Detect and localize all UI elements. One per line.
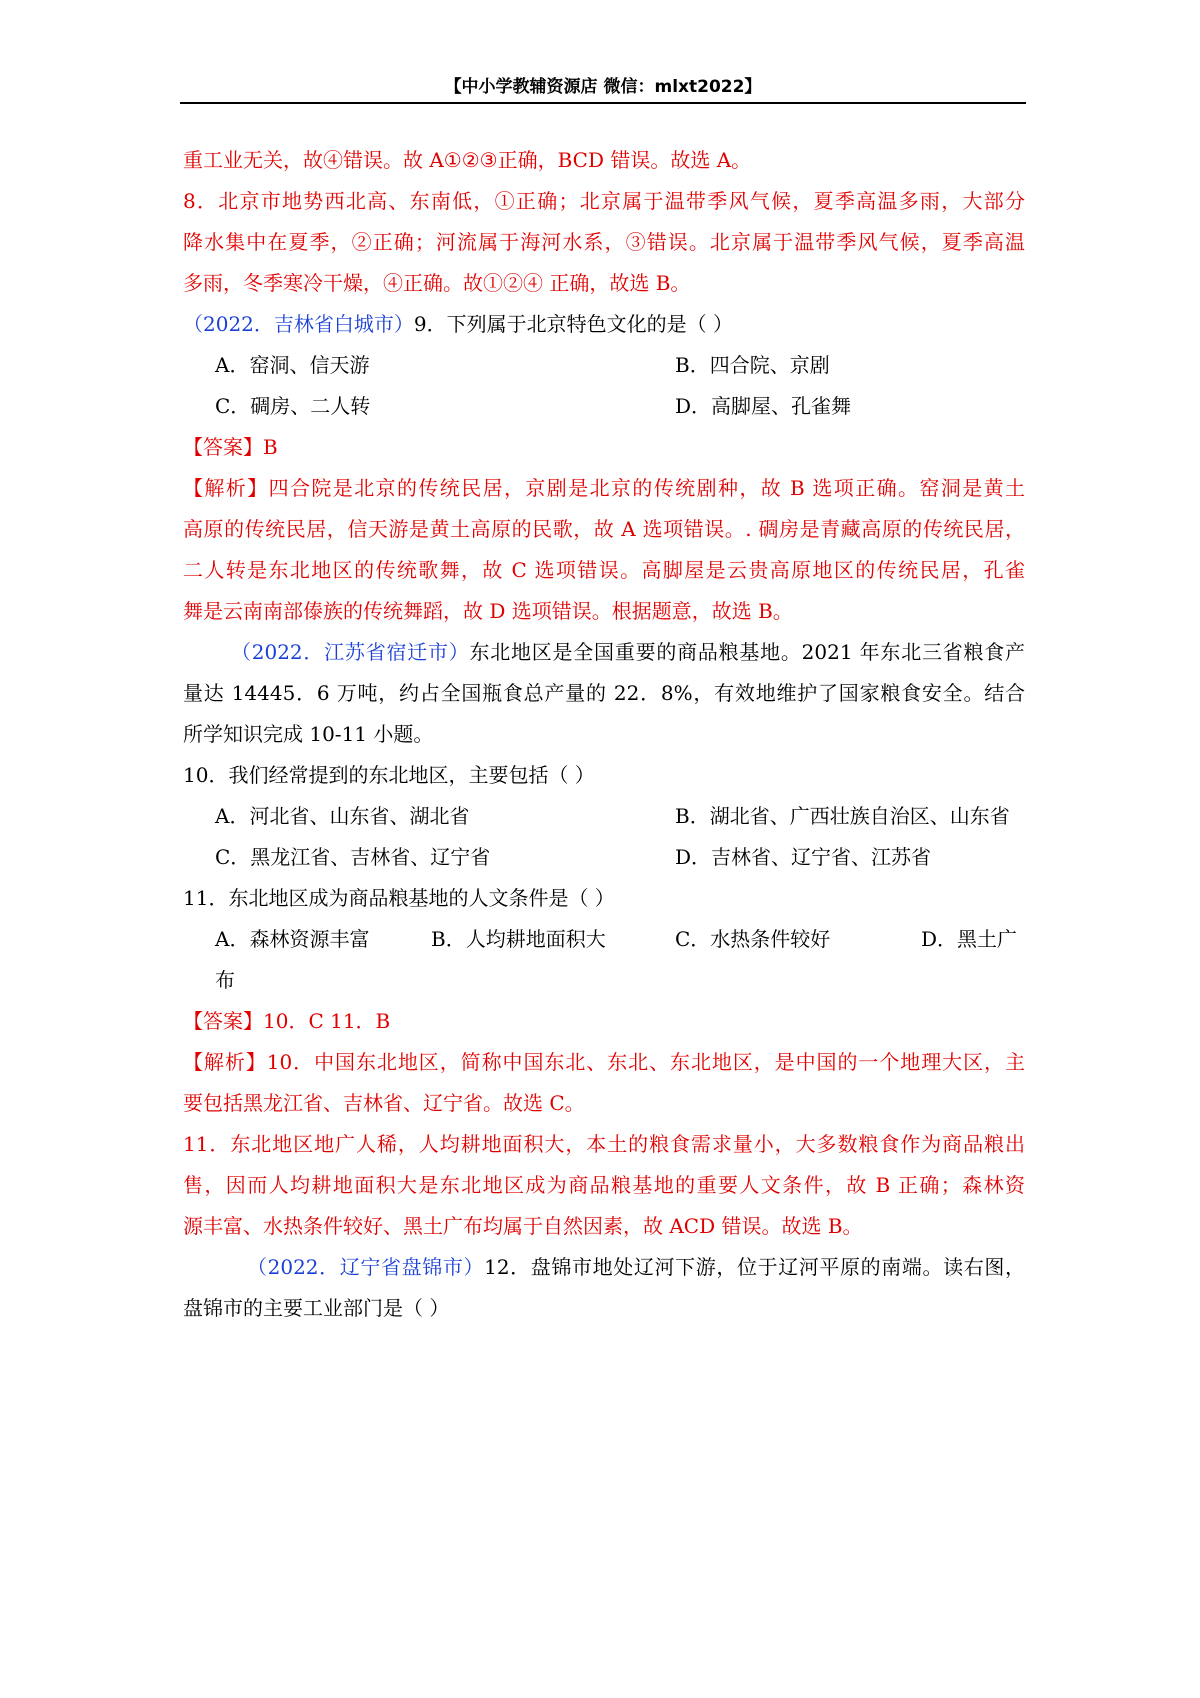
q9-analysis-line: 舞是云南南部傣族的传统舞蹈，故 D 选项错误。根据题意，故选 B。: [183, 599, 793, 623]
q9-option-c: C．碉房、二人转: [215, 394, 371, 418]
q11-stem: 11．东北地区成为商品粮基地的人文条件是（ ）: [183, 886, 615, 910]
q10-analysis-line: 要包括黑龙江省、吉林省、辽宁省。故选 C。: [183, 1091, 585, 1115]
q10-option-b: B．湖北省、广西壮族自治区、山东省: [675, 804, 1010, 828]
q11-option-a: A．森林资源丰富: [215, 927, 370, 951]
q9-options-row: [183, 345, 1025, 386]
q10-analysis-line: 【解析】10．中国东北地区，简称中国东北、东北、东北地区，是中国的一个地理大区，主: [183, 1050, 1025, 1074]
q10-options-row: [183, 796, 1025, 837]
q9-question: [183, 304, 1025, 345]
q10-stem: 10．我们经常提到的东北地区，主要包括（ ）: [183, 763, 595, 787]
q10-11-intro-line: 所学知识完成 10-11 小题。: [183, 722, 434, 746]
q8-analysis-line: 多雨，冬季寒冷干燥，④正确。故①②④ 正确，故选 B。: [183, 271, 691, 295]
q9-analysis-line: 二人转是东北地区的传统歌舞，故 C 选项错误。高脚屋是云贵高原地区的传统民居，孔雀: [183, 558, 1025, 582]
q10-options-row: [183, 837, 1025, 878]
q9-option-a: A．窑洞、信天游: [215, 353, 370, 377]
q12-stem-text: 12．盘锦市地处辽河下游，位于辽河平原的南端。读右图，: [484, 1255, 1026, 1279]
document-body: [183, 140, 1025, 1329]
q9-option-b: B．四合院、京剧: [675, 353, 830, 377]
q9-option-d: D．高脚屋、孔雀舞: [675, 394, 852, 418]
q11-option-d-continuation: 布: [215, 968, 235, 992]
q10-11-source: （2022．江苏省宿迁市）: [231, 640, 470, 664]
page-header: [180, 62, 1026, 104]
q9-answer: 【答案】B: [183, 435, 278, 459]
q11-analysis-line: 11．东北地区地广人稀，人均耕地面积大，本土的粮食需求量小，大多数粮食作为商品粮出: [183, 1132, 1025, 1156]
q11-option-d: D．黑土广: [921, 927, 1018, 951]
q11-analysis-line: 源丰富、水热条件较好、黑土广布均属于自然因素，故 ACD 错误。故选 B。: [183, 1214, 863, 1238]
q9-options-row: [183, 386, 1025, 427]
q11-options-row: [183, 919, 1025, 960]
q9-stem: 9．下列属于北京特色文化的是（ ）: [413, 312, 733, 336]
q7-analysis-tail: 重工业无关，故④错误。故 A①②③正确，BCD 错误。故选 A。: [183, 148, 752, 172]
q11-analysis-line: 售，因而人均耕地面积大是东北地区成为商品粮基地的重要人文条件，故 B 正确；森林资: [183, 1173, 1025, 1197]
q8-analysis-line: 降水集中在夏季，②正确；河流属于海河水系，③错误。北京属于温带季风气候，夏季高温: [183, 230, 1025, 254]
q9-analysis-line: 【解析】四合院是北京的传统民居，京剧是北京的传统剧种，故 B 选项正确。窑洞是黄土: [183, 476, 1025, 500]
q10-option-c: C．黑龙江省、吉林省、辽宁省: [215, 845, 491, 869]
q10-option-a: A．河北省、山东省、湖北省: [215, 804, 470, 828]
q10-11-intro-text: 东北地区是全国重要的商品粮基地。2021 年东北三省粮食产: [469, 640, 1025, 664]
q12-question-line: [183, 1247, 1025, 1288]
q10-11-intro-line: 量达 14445．6 万吨，约占全国瓶食总产量的 22．8%，有效地维护了国家粮食安全。结合: [183, 681, 1025, 705]
q11-option-c: C．水热条件较好: [675, 927, 831, 951]
q9-analysis-line: 高原的传统民居，信天游是黄土高原的民歌，故 A 选项错误。. 碉房是青藏高原的传统民居，: [183, 517, 1025, 541]
q8-analysis-line: 8．北京市地势西北高、东南低，①正确；北京属于温带季风气候，夏季高温多雨，大部分: [183, 189, 1025, 213]
q12-question-line: 盘锦市的主要工业部门是（ ）: [183, 1296, 450, 1320]
header-text: 【中小学教辅资源店 微信：mlxt2022】: [444, 77, 762, 97]
q10-11-intro-line: [183, 632, 1025, 673]
q11-option-b: B．人均耕地面积大: [431, 927, 606, 951]
q10-option-d: D．吉林省、辽宁省、江苏省: [675, 845, 932, 869]
q9-source: （2022．吉林省白城市）: [183, 312, 414, 336]
q10-11-answer: 【答案】10．C 11．B: [183, 1009, 391, 1033]
q12-source: （2022．辽宁省盘锦市）: [247, 1255, 485, 1279]
